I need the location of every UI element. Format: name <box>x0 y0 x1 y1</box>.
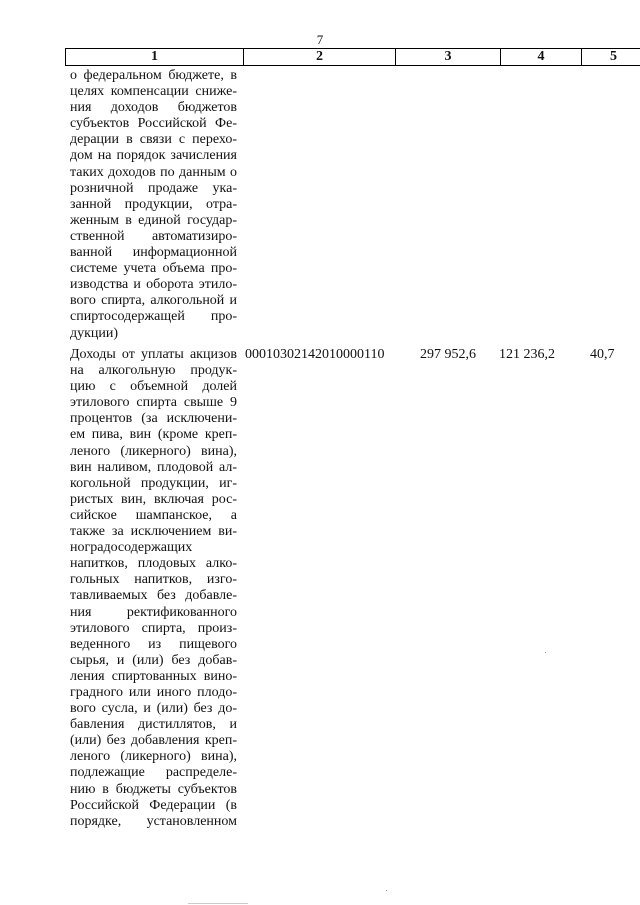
scan-speck <box>386 890 387 891</box>
text-line: этилового спирта свыше 9 <box>70 395 237 411</box>
continued-row-description <box>70 68 237 342</box>
column-header-2: 2 <box>244 49 396 66</box>
text-line: также за исключением ви- <box>70 524 237 540</box>
text-line: ния ректификованного <box>70 604 237 620</box>
text-line: порядке, установленном <box>70 813 237 829</box>
scan-speck <box>188 903 248 904</box>
text-line: сийское шампанское, а <box>70 507 237 523</box>
text-line: когольной продукции, иг- <box>70 475 237 491</box>
text-line: занной продукции, отра- <box>70 196 237 212</box>
text-line: розничной продаже ука- <box>70 180 237 196</box>
column-header-3: 3 <box>396 49 501 66</box>
text-line: нию в бюджеты субъектов <box>70 781 237 797</box>
text-line: вин наливом, плодовой ал- <box>70 459 237 475</box>
text-line: гольных напитков, изго- <box>70 572 237 588</box>
budget-classification-code: 00010302142010000110 <box>245 347 385 362</box>
text-line: ноградосодержащих <box>70 540 193 556</box>
text-line: Доходы от уплаты акцизов <box>70 347 237 362</box>
text-line: тавливаемых без добавле- <box>70 588 237 604</box>
text-line: ния доходов бюджетов <box>70 100 237 116</box>
text-line: вого сусла, и (или) без до- <box>70 701 237 717</box>
text-line: вого спирта, алкогольной и <box>70 293 237 309</box>
page-number: 7 <box>316 32 324 47</box>
text-line: (или) без добавления креп- <box>70 733 237 749</box>
text-line: Российской Федерации (в <box>70 797 237 813</box>
text-line: ственной автоматизиро- <box>70 228 237 244</box>
text-line: напитков, плодовых алко- <box>70 556 237 572</box>
text-line: ристых вин, включая рос- <box>70 491 237 507</box>
text-line: целях компенсации сниже- <box>70 84 237 100</box>
text-line: женным в единой государ- <box>70 212 237 228</box>
text-line: процентов (за исключени- <box>70 411 237 427</box>
text-line: веденного из пищевого <box>70 636 237 652</box>
text-line: на алкогольную продук- <box>70 363 237 379</box>
column-header-5: 5 <box>582 49 640 66</box>
text-line: субъектов Российской Фе- <box>70 116 237 132</box>
text-line: изводства и оборота этило- <box>70 277 237 293</box>
text-line: таких доходов по данным о <box>70 164 237 180</box>
row-description <box>70 347 237 830</box>
scan-speck <box>545 652 546 653</box>
text-line: дукции) <box>70 325 119 341</box>
text-line: системе учета объема про- <box>70 261 237 277</box>
text-line: градного или иного плодо- <box>70 684 237 700</box>
text-line: дом на порядок зачисления <box>70 148 237 164</box>
text-line: дерации в связи с перехо- <box>70 132 237 148</box>
text-line: цию с объемной долей <box>70 379 237 395</box>
value-column-4: 121 236,2 <box>499 347 555 362</box>
text-line: сырья, и (или) без добав- <box>70 652 237 668</box>
text-line: о федеральном бюджете, в <box>70 68 237 83</box>
text-line: спиртосодержащей про- <box>70 309 237 325</box>
column-header-row <box>65 48 640 66</box>
text-line: ванной информационной <box>70 245 237 261</box>
column-header-4: 4 <box>501 49 582 66</box>
text-line: ем пива, вин (кроме креп- <box>70 427 237 443</box>
text-line: бавления дистиллятов, и <box>70 717 237 733</box>
text-line: этилового спирта, произ- <box>70 620 237 636</box>
value-column-5: 40,7 <box>590 347 615 362</box>
text-line: леного (ликерного) вина), <box>70 443 237 459</box>
text-line: подлежащие распределе- <box>70 765 237 781</box>
column-header-1: 1 <box>66 49 244 66</box>
text-line: ления спиртованных вино- <box>70 668 237 684</box>
text-line: леного (ликерного) вина), <box>70 749 237 765</box>
value-column-3: 297 952,6 <box>420 347 476 362</box>
